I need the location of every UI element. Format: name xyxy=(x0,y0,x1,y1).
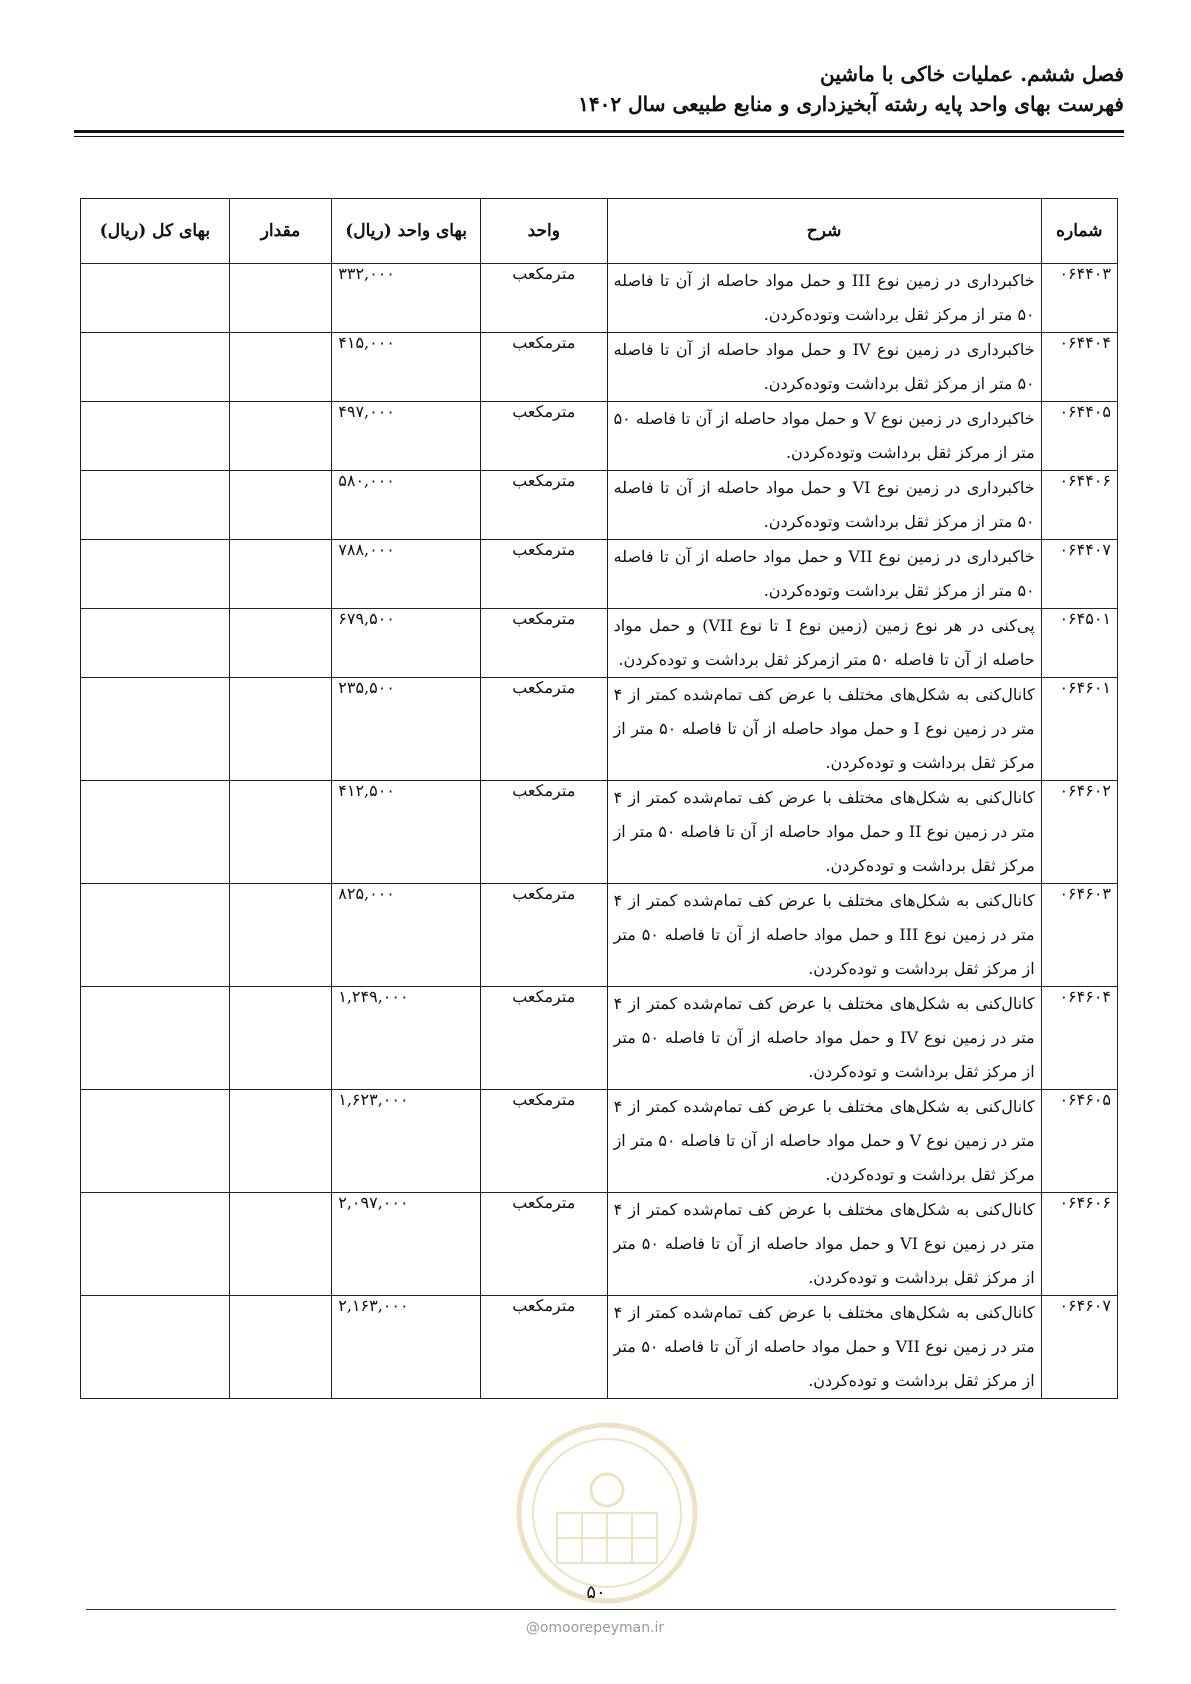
row-total-price xyxy=(81,1090,230,1193)
row-code: ۰۶۴۴۰۴ xyxy=(1041,333,1117,402)
row-description: خاکبرداری در زمین نوع VI و حمل مواد حاصله از آن تا فاصله ۵۰ متر از مرکز ثقل برداشت وتوده‌کردن. xyxy=(607,471,1041,540)
table-row xyxy=(81,333,1118,402)
row-total-price xyxy=(81,609,230,678)
row-unit: مترمکعب xyxy=(480,1193,607,1296)
row-unit: مترمکعب xyxy=(480,1090,607,1193)
table-row xyxy=(81,609,1118,678)
row-description: خاکبرداری در زمین نوع V و حمل مواد حاصله از آن تا فاصله ۵۰ متر از مرکز ثقل برداشت وتوده‌کردن. xyxy=(607,402,1041,471)
row-code: ۰۶۴۴۰۶ xyxy=(1041,471,1117,540)
row-unit: مترمکعب xyxy=(480,540,607,609)
row-total-price xyxy=(81,678,230,781)
row-code: ۰۶۴۶۰۳ xyxy=(1041,884,1117,987)
row-unit-price: ۲,۱۶۳,۰۰۰ xyxy=(332,1296,481,1399)
row-total-price xyxy=(81,402,230,471)
row-quantity xyxy=(229,781,331,884)
row-description: کانال‌کنی به شکل‌های مختلف با عرض کف تمام‌شده کمتر از ۴ متر در زمین نوع III و حمل مواد حاصله از آن تا فاصله ۵۰ متر از مرکز ثقل برداشت و توده‌کردن. xyxy=(607,884,1041,987)
table-row xyxy=(81,1090,1118,1193)
row-unit: مترمکعب xyxy=(480,609,607,678)
row-quantity xyxy=(229,540,331,609)
row-unit-price: ۳۳۲,۰۰۰ xyxy=(332,264,481,333)
page-number: ۵۰ xyxy=(586,1582,606,1603)
column-header-description: شرح xyxy=(607,199,1041,264)
row-quantity xyxy=(229,1193,331,1296)
row-unit-price: ۴۹۷,۰۰۰ xyxy=(332,402,481,471)
chapter-title: فصل ششم. عملیات خاکی با ماشین xyxy=(820,62,1124,86)
row-quantity xyxy=(229,884,331,987)
row-description: کانال‌کنی به شکل‌های مختلف با عرض کف تمام‌شده کمتر از ۴ متر در زمین نوع I و حمل مواد حاصله از آن تا فاصله ۵۰ متر از مرکز ثقل برداشت و توده‌کردن. xyxy=(607,678,1041,781)
row-total-price xyxy=(81,884,230,987)
row-quantity xyxy=(229,333,331,402)
row-unit-price: ۱,۲۴۹,۰۰۰ xyxy=(332,987,481,1090)
table-row xyxy=(81,1296,1118,1399)
row-total-price xyxy=(81,333,230,402)
row-unit: مترمکعب xyxy=(480,987,607,1090)
row-quantity xyxy=(229,1296,331,1399)
table-row xyxy=(81,781,1118,884)
table-row xyxy=(81,540,1118,609)
table-row xyxy=(81,264,1118,333)
row-description: خاکبرداری در زمین نوع VII و حمل مواد حاصله از آن تا فاصله ۵۰ متر از مرکز ثقل برداشت وتوده‌کردن. xyxy=(607,540,1041,609)
row-quantity xyxy=(229,402,331,471)
seal-watermark xyxy=(512,1418,702,1608)
row-code: ۰۶۴۶۰۵ xyxy=(1041,1090,1117,1193)
row-unit: مترمکعب xyxy=(480,471,607,540)
row-total-price xyxy=(81,540,230,609)
table-header-row xyxy=(81,199,1118,264)
table-row xyxy=(81,1193,1118,1296)
page-header xyxy=(74,60,1124,120)
row-quantity xyxy=(229,678,331,781)
row-description: کانال‌کنی به شکل‌های مختلف با عرض کف تمام‌شده کمتر از ۴ متر در زمین نوع VI و حمل مواد حاصله از آن تا فاصله ۵۰ متر از مرکز ثقل برداشت و توده‌کردن. xyxy=(607,1193,1041,1296)
row-unit: مترمکعب xyxy=(480,678,607,781)
price-table xyxy=(80,198,1118,1399)
footer-rule xyxy=(86,1609,1116,1610)
column-header-unit-price: بهای واحد (ریال) xyxy=(332,199,481,264)
row-description: کانال‌کنی به شکل‌های مختلف با عرض کف تمام‌شده کمتر از ۴ متر در زمین نوع VII و حمل مواد حاصله از آن تا فاصله ۵۰ متر از مرکز ثقل برداشت و توده‌کردن. xyxy=(607,1296,1041,1399)
row-code: ۰۶۴۶۰۱ xyxy=(1041,678,1117,781)
row-total-price xyxy=(81,264,230,333)
row-quantity xyxy=(229,609,331,678)
row-description: خاکبرداری در زمین نوع IV و حمل مواد حاصله از آن تا فاصله ۵۰ متر از مرکز ثقل برداشت وتوده‌کردن. xyxy=(607,333,1041,402)
row-code: ۰۶۴۴۰۵ xyxy=(1041,402,1117,471)
row-description: کانال‌کنی به شکل‌های مختلف با عرض کف تمام‌شده کمتر از ۴ متر در زمین نوع IV و حمل مواد حاصله از آن تا فاصله ۵۰ متر از مرکز ثقل برداشت و توده‌کردن. xyxy=(607,987,1041,1090)
row-code: ۰۶۴۴۰۳ xyxy=(1041,264,1117,333)
row-total-price xyxy=(81,987,230,1090)
row-quantity xyxy=(229,1090,331,1193)
row-description: کانال‌کنی به شکل‌های مختلف با عرض کف تمام‌شده کمتر از ۴ متر در زمین نوع II و حمل مواد حاصله از آن تا فاصله ۵۰ متر از مرکز ثقل برداشت و توده‌کردن. xyxy=(607,781,1041,884)
row-code: ۰۶۴۶۰۴ xyxy=(1041,987,1117,1090)
row-unit-price: ۴۱۵,۰۰۰ xyxy=(332,333,481,402)
row-code: ۰۶۴۶۰۲ xyxy=(1041,781,1117,884)
row-total-price xyxy=(81,471,230,540)
row-quantity xyxy=(229,264,331,333)
row-code: ۰۶۴۶۰۶ xyxy=(1041,1193,1117,1296)
table-row xyxy=(81,402,1118,471)
row-code: ۰۶۴۴۰۷ xyxy=(1041,540,1117,609)
row-quantity xyxy=(229,471,331,540)
row-unit: مترمکعب xyxy=(480,264,607,333)
table-row xyxy=(81,471,1118,540)
column-header-quantity: مقدار xyxy=(229,199,331,264)
row-code: ۰۶۴۶۰۷ xyxy=(1041,1296,1117,1399)
column-header-unit: واحد xyxy=(480,199,607,264)
row-description: خاکبرداری در زمین نوع III و حمل مواد حاصله از آن تا فاصله ۵۰ متر از مرکز ثقل برداشت وتوده‌کردن. xyxy=(607,264,1041,333)
document-title: فهرست بهای واحد پایه رشته آبخیزداری و منابع طبیعی سال ۱۴۰۲ xyxy=(578,92,1124,116)
row-unit: مترمکعب xyxy=(480,1296,607,1399)
website-watermark: @omoorepeyman.ir xyxy=(525,1620,665,1636)
header-rule-thin xyxy=(74,136,1124,137)
row-unit-price: ۷۸۸,۰۰۰ xyxy=(332,540,481,609)
row-unit: مترمکعب xyxy=(480,402,607,471)
row-code: ۰۶۴۵۰۱ xyxy=(1041,609,1117,678)
row-unit-price: ۲,۰۹۷,۰۰۰ xyxy=(332,1193,481,1296)
row-description: پی‌کنی در هر نوع زمین (زمین نوع I تا نوع VII) و حمل مواد حاصله از آن تا فاصله ۵۰ متر ازمرکز ثقل برداشت و توده‌کردن. xyxy=(607,609,1041,678)
row-unit-price: ۴۱۲,۵۰۰ xyxy=(332,781,481,884)
row-total-price xyxy=(81,1193,230,1296)
row-unit-price: ۶۷۹,۵۰۰ xyxy=(332,609,481,678)
header-rule-thick xyxy=(74,130,1124,133)
row-unit: مترمکعب xyxy=(480,333,607,402)
row-unit: مترمکعب xyxy=(480,781,607,884)
row-total-price xyxy=(81,781,230,884)
row-unit-price: ۵۸۰,۰۰۰ xyxy=(332,471,481,540)
row-unit-price: ۱,۶۲۳,۰۰۰ xyxy=(332,1090,481,1193)
row-description: کانال‌کنی به شکل‌های مختلف با عرض کف تمام‌شده کمتر از ۴ متر در زمین نوع V و حمل مواد حاصله از آن تا فاصله ۵۰ متر از مرکز ثقل برداشت و توده‌کردن. xyxy=(607,1090,1041,1193)
row-quantity xyxy=(229,987,331,1090)
table-row xyxy=(81,884,1118,987)
table-row xyxy=(81,987,1118,1090)
column-header-code: شماره xyxy=(1041,199,1117,264)
row-unit-price: ۸۲۵,۰۰۰ xyxy=(332,884,481,987)
column-header-total-price: بهای کل (ریال) xyxy=(81,199,230,264)
row-unit-price: ۲۳۵,۵۰۰ xyxy=(332,678,481,781)
row-total-price xyxy=(81,1296,230,1399)
table-row xyxy=(81,678,1118,781)
table-body xyxy=(81,264,1118,1399)
row-unit: مترمکعب xyxy=(480,884,607,987)
